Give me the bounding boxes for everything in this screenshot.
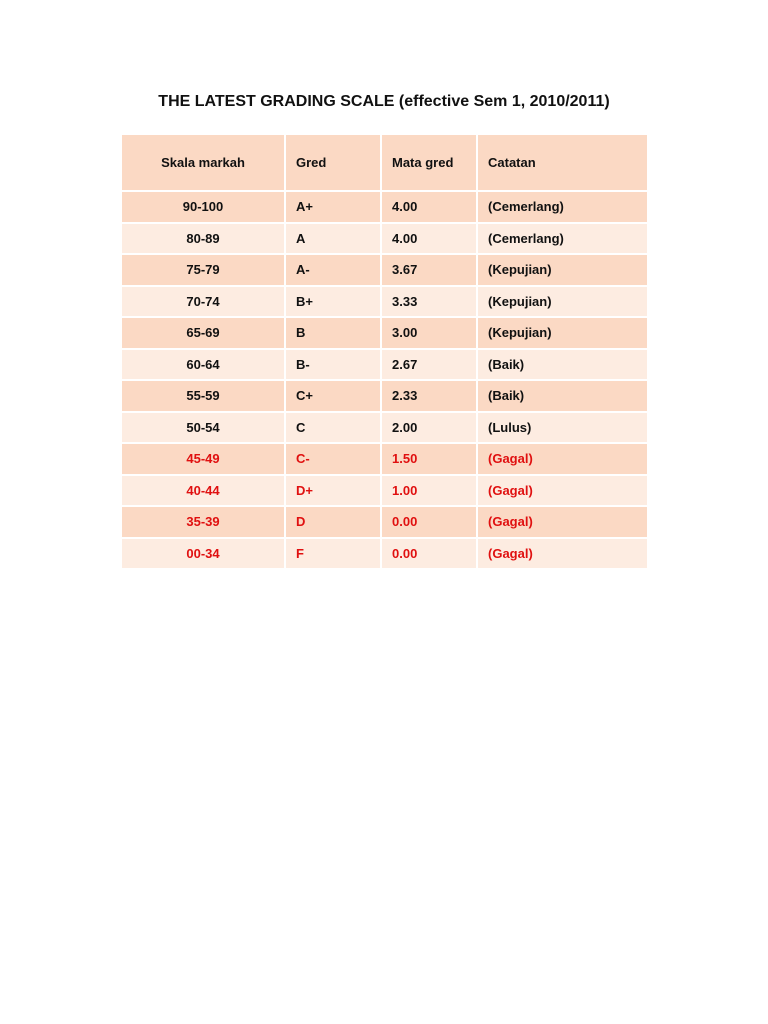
table-header: [122, 135, 647, 191]
header-mata-gred: Mata gred: [381, 135, 477, 191]
cell-skala-markah: 70-74: [122, 286, 285, 318]
table-row: [122, 506, 647, 538]
header-row: [122, 135, 647, 191]
table-row: [122, 443, 647, 475]
header-catatan: Catatan: [477, 135, 647, 191]
cell-mata-gred: 0.00: [381, 538, 477, 570]
cell-skala-markah: 65-69: [122, 317, 285, 349]
cell-mata-gred: 2.33: [381, 380, 477, 412]
grading-scale-table: [122, 135, 647, 570]
cell-gred: A: [285, 223, 381, 255]
cell-gred: A+: [285, 191, 381, 223]
cell-gred: B: [285, 317, 381, 349]
cell-skala-markah: 45-49: [122, 443, 285, 475]
cell-gred: F: [285, 538, 381, 570]
cell-mata-gred: 0.00: [381, 506, 477, 538]
header-skala-markah: Skala markah: [122, 135, 285, 191]
page-title: THE LATEST GRADING SCALE (effective Sem 1, 2010/2011): [158, 93, 610, 110]
cell-catatan: (Lulus): [477, 412, 647, 444]
table-row: [122, 538, 647, 570]
cell-mata-gred: 4.00: [381, 223, 477, 255]
table-row: [122, 349, 647, 381]
cell-skala-markah: 00-34: [122, 538, 285, 570]
cell-catatan: (Cemerlang): [477, 191, 647, 223]
cell-skala-markah: 55-59: [122, 380, 285, 412]
cell-mata-gred: 3.67: [381, 254, 477, 286]
cell-catatan: (Kepujian): [477, 317, 647, 349]
cell-catatan: (Gagal): [477, 506, 647, 538]
cell-skala-markah: 75-79: [122, 254, 285, 286]
cell-gred: D+: [285, 475, 381, 507]
table-row: [122, 412, 647, 444]
cell-catatan: (Baik): [477, 380, 647, 412]
cell-skala-markah: 90-100: [122, 191, 285, 223]
cell-gred: C-: [285, 443, 381, 475]
table-row: [122, 475, 647, 507]
table-row: [122, 254, 647, 286]
cell-catatan: (Gagal): [477, 443, 647, 475]
cell-gred: C+: [285, 380, 381, 412]
cell-skala-markah: 80-89: [122, 223, 285, 255]
cell-skala-markah: 40-44: [122, 475, 285, 507]
cell-gred: D: [285, 506, 381, 538]
cell-mata-gred: 1.00: [381, 475, 477, 507]
cell-catatan: (Kepujian): [477, 254, 647, 286]
cell-catatan: (Kepujian): [477, 286, 647, 318]
cell-skala-markah: 35-39: [122, 506, 285, 538]
table-row: [122, 223, 647, 255]
table-row: [122, 286, 647, 318]
cell-gred: C: [285, 412, 381, 444]
cell-skala-markah: 50-54: [122, 412, 285, 444]
table-row: [122, 317, 647, 349]
cell-catatan: (Gagal): [477, 475, 647, 507]
cell-gred: B-: [285, 349, 381, 381]
header-gred: Gred: [285, 135, 381, 191]
cell-catatan: (Gagal): [477, 538, 647, 570]
table-row: [122, 191, 647, 223]
cell-mata-gred: 4.00: [381, 191, 477, 223]
cell-mata-gred: 3.00: [381, 317, 477, 349]
cell-catatan: (Baik): [477, 349, 647, 381]
cell-mata-gred: 2.00: [381, 412, 477, 444]
cell-mata-gred: 2.67: [381, 349, 477, 381]
cell-gred: B+: [285, 286, 381, 318]
cell-catatan: (Cemerlang): [477, 223, 647, 255]
table-body: [122, 191, 647, 569]
cell-mata-gred: 3.33: [381, 286, 477, 318]
cell-skala-markah: 60-64: [122, 349, 285, 381]
cell-mata-gred: 1.50: [381, 443, 477, 475]
table-row: [122, 380, 647, 412]
cell-gred: A-: [285, 254, 381, 286]
